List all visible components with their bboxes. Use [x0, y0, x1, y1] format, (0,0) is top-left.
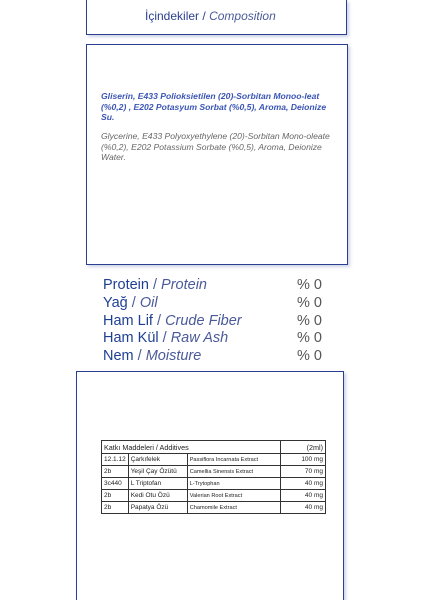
title-panel: [86, 0, 347, 35]
additive-extract: Passiflora Incarnata Extract: [187, 454, 280, 466]
nutrient-name-en: Moisture: [145, 348, 202, 365]
nutrient-value: % 0: [297, 348, 322, 365]
nutrient-list: [103, 277, 333, 366]
additives-unit: (2ml): [281, 441, 326, 454]
additive-extract: Valerian Root Extract: [187, 490, 280, 502]
nutrient-name-tr: Nem: [103, 348, 134, 365]
additives-table: [101, 440, 326, 514]
nutrient-name-tr: Ham Kül: [103, 330, 159, 347]
title-separator: /: [202, 9, 206, 23]
nutrient-row-oil: [103, 295, 333, 313]
title-tr: İçindekiler: [145, 9, 200, 23]
table-row: [102, 466, 326, 478]
additive-code: 2b: [102, 502, 129, 514]
additive-amount: 40 mg: [281, 502, 326, 514]
nutrient-separator: /: [157, 312, 162, 329]
nutrient-value: % 0: [297, 330, 322, 347]
nutrient-value: % 0: [297, 294, 322, 311]
nutrient-name-en: Protein: [161, 277, 207, 293]
nutrient-value: % 0: [297, 312, 322, 329]
table-row: [102, 478, 326, 490]
nutrient-separator: /: [162, 330, 167, 347]
nutrient-value: % 0: [297, 277, 322, 293]
additive-code: 12.1.12: [102, 454, 129, 466]
nutrient-name-en: Crude Fiber: [165, 312, 242, 329]
additives-panel: [76, 371, 344, 600]
composition-text-en: Glycerine, E433 Polyoxyethylene (20)-Sorbitan Mono-oleate (%0,2), E202 Potassium Sorbate (%0,5), Aroma, Deionize Water.: [101, 131, 330, 162]
additive-extract: L-Trytophan: [187, 478, 280, 490]
table-row: [102, 490, 326, 502]
table-row: [102, 454, 326, 466]
nutrient-name-tr: Protein: [103, 277, 149, 293]
additive-name: L Triptofan: [128, 478, 187, 490]
additive-code: 2b: [102, 466, 129, 478]
nutrient-name-en: Raw Ash: [170, 330, 229, 347]
additive-amount: 40 mg: [281, 490, 326, 502]
nutrient-separator: /: [137, 348, 142, 365]
nutrient-row-protein: [103, 277, 333, 295]
additive-amount: 70 mg: [281, 466, 326, 478]
additive-name: Çarkıfelek: [128, 454, 187, 466]
additives-header-row: [102, 441, 326, 454]
additives-header: Katkı Maddeleri / Additives: [102, 441, 281, 454]
additive-name: Papatya Özü: [128, 502, 187, 514]
nutrient-name-en: Oil: [139, 294, 158, 311]
nutrient-name-tr: Yağ: [103, 294, 128, 311]
nutrient-separator: /: [131, 294, 136, 311]
additive-name: Yeşil Çay Özütü: [128, 466, 187, 478]
composition-panel: [86, 44, 348, 265]
title-en: Composition: [209, 9, 276, 23]
additive-amount: 40 mg: [281, 478, 326, 490]
nutrient-row-moisture: [103, 348, 333, 366]
additive-extract: Chamomile Extract: [187, 502, 280, 514]
additive-extract: Camellia Sinensis Extract: [187, 466, 280, 478]
additive-amount: 100 mg: [281, 454, 326, 466]
additive-code: 3c440: [102, 478, 129, 490]
composition-text-tr: Gliserin, E433 Polioksietilen (20)-Sorbitan Monoo-leat (%0,2) , E202 Potasyum Sorbat (%0,5), Aroma, Deionize Su.: [101, 91, 327, 122]
nutrient-separator: /: [152, 277, 158, 293]
nutrient-row-crude-fiber: [103, 313, 333, 331]
nutrient-name-tr: Ham Lif: [103, 312, 153, 329]
additive-name: Kedi Otu Özü: [128, 490, 187, 502]
table-row: [102, 502, 326, 514]
additive-code: 2b: [102, 490, 129, 502]
section-title: [145, 9, 276, 23]
nutrient-row-raw-ash: [103, 330, 333, 348]
